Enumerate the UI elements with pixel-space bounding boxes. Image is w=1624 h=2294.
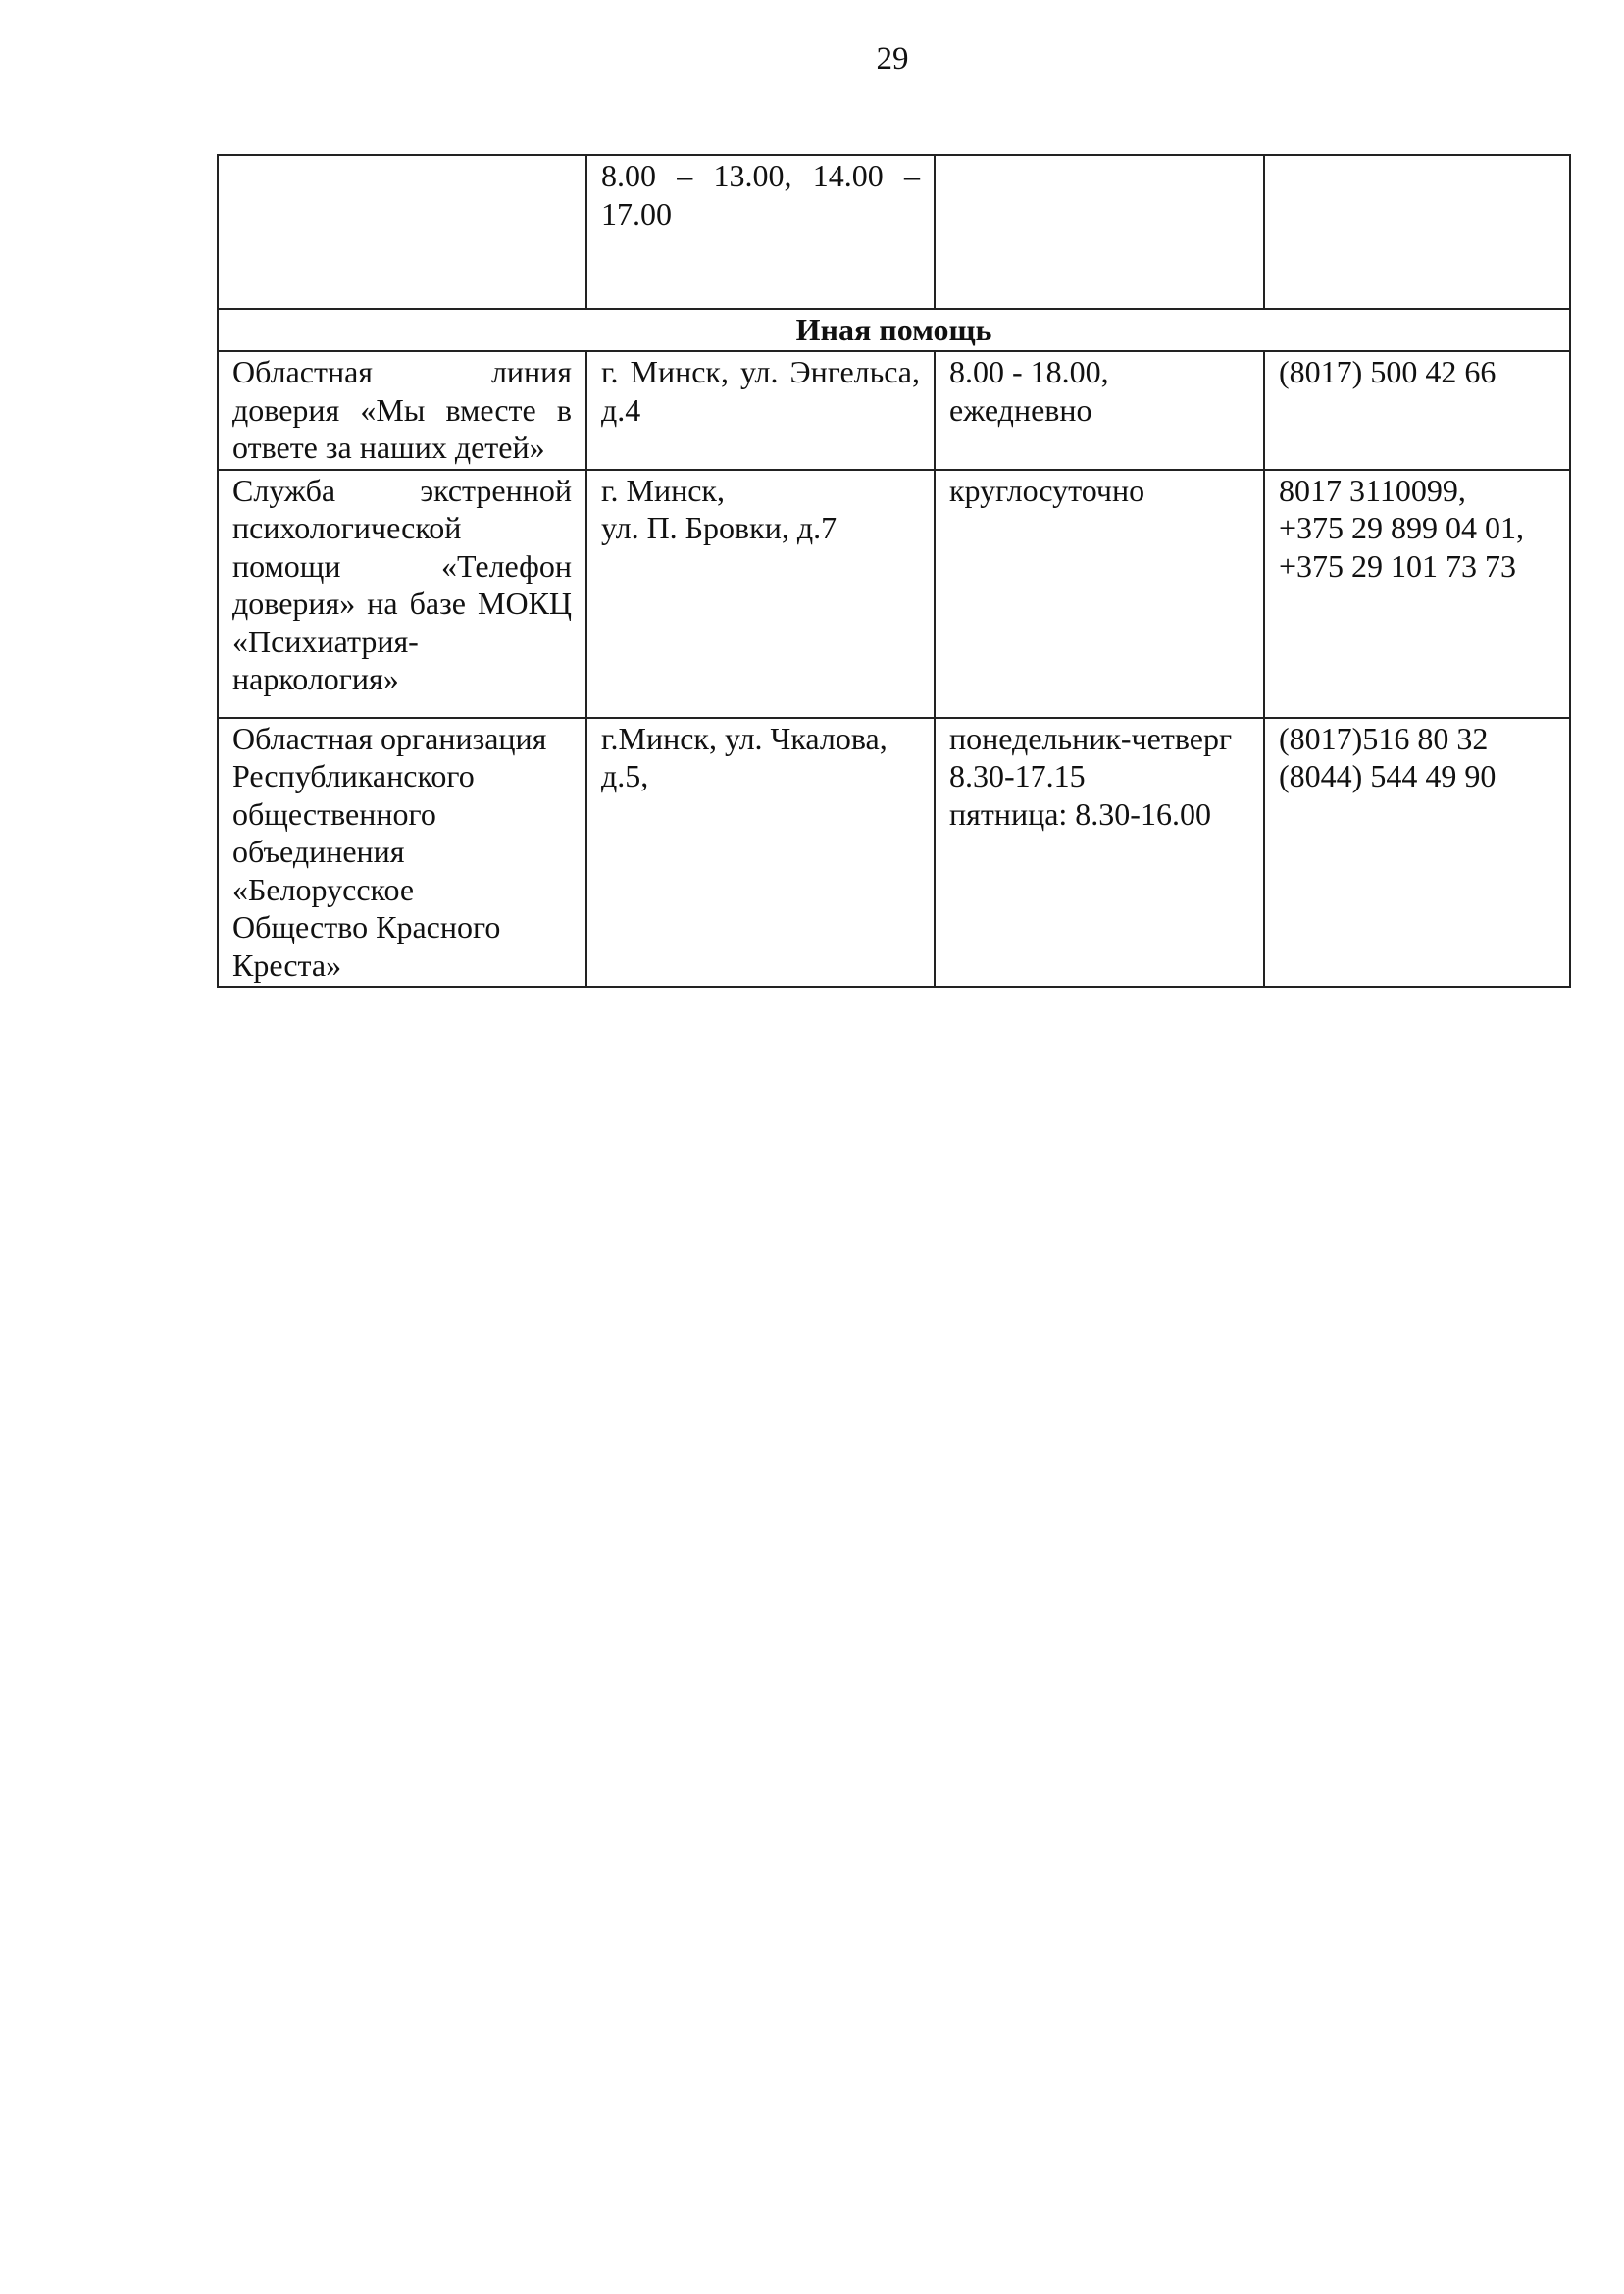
org-line: Областная организация [232,720,547,756]
hours-line: понедельник-четверг [949,720,1233,756]
table-section-header-row [218,309,1570,351]
org-line: «Белорусское [232,871,415,907]
table-row [218,718,1570,988]
org-line: общественного [232,795,436,832]
address-line: г. Минск, [601,472,725,508]
phone-line: (8017)516 80 32 [1279,720,1489,756]
org-line: Общество Красного [232,909,501,944]
cell-hours [935,470,1264,718]
cell-org: Служба экстренной психологической помощи «Телефон доверия» на базе МОКЦ «Психиатрия-наркология» [218,470,586,718]
phone-line: (8017) 500 42 66 [1279,354,1497,389]
cell-address: г.Минск, ул. Чкалова, д.5, [586,718,935,988]
hours-line: ежедневно [949,391,1092,428]
cell-phone [1264,155,1570,309]
phone-line: +375 29 101 73 73 [1279,547,1517,584]
hours-line: пятница: 8.30-16.00 [949,795,1211,832]
cell-address: 8.00 – 13.00, 14.00 – 17.00 [586,155,935,309]
cell-phone [1264,718,1570,988]
section-header: Иная помощь [218,309,1570,351]
org-line: Креста» [232,946,342,983]
org-line: объединения [232,834,405,869]
cell-phone [1264,470,1570,718]
cell-phone [1264,351,1570,470]
hours-line: 8.30-17.15 [949,758,1086,793]
phone-line: 8017 3110099, [1279,472,1466,508]
phone-line: +375 29 899 04 01, [1279,510,1525,545]
org-line: Республиканского [232,758,475,793]
cell-address: г. Минск, ул. Энгельса, д.4 [586,351,935,470]
address-line: ул. П. Бровки, д.7 [601,510,837,545]
table-row [218,470,1570,718]
cell-hours [935,351,1264,470]
table-row [218,351,1570,470]
cell-org [218,718,586,988]
hours-line: 8.00 - 18.00, [949,354,1109,389]
cell-address [586,470,935,718]
cell-hours [935,155,1264,309]
table-row-continuation [218,155,1570,309]
cell-hours [935,718,1264,988]
hours-line: круглосуточно [949,472,1145,508]
phone-line: (8044) 544 49 90 [1279,758,1497,793]
cell-org: Областная линия доверия «Мы вместе в ответе за наших детей» [218,351,586,470]
page-number: 29 [876,41,909,76]
contacts-table [217,154,1571,988]
cell-org [218,155,586,309]
